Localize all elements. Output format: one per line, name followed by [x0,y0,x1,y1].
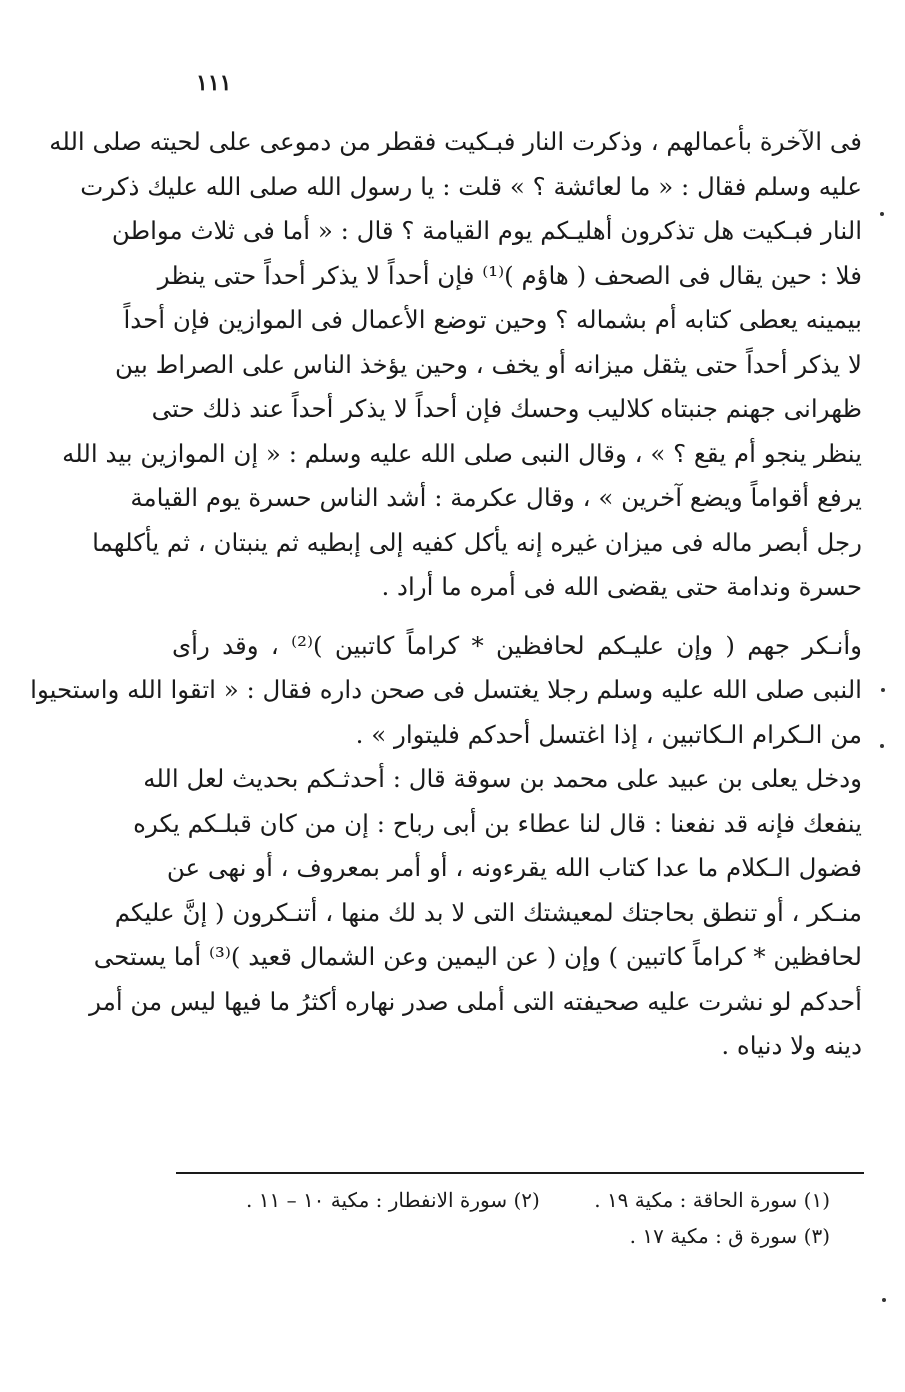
text-line: أحدكم لو نشرت عليه صحيفته التى أملى صدر نهاره أكثرُ ما فيها ليس من أمر [89,986,862,1016]
text-line: فلا : حين يقال فى الصحف ( هاؤم )⁽¹⁾ فإن أحداً لا يذكر أحداً حتى ينظر [157,260,862,290]
text-line: فضول الـكلام ما عدا كتاب الله يقرءونه ، أو أمر بمعروف ، أو نهى عن [166,853,862,882]
text-line: بيمينه يعطى كتابه أم بشماله ؟ وحين توضع الأعمال فى الموازين فإن أحداً [123,305,862,334]
text-line: من الـكرام الـكاتبين ، إذا اغتسل أحدكم فليتوار » . [355,719,862,749]
text-line: منـكر ، أو تنطق بحاجتك لمعيشتك التى لا بد لك منها ، أتنـكرون ( إنَّ عليكم [114,897,862,927]
margin-speck [882,1298,886,1302]
text-line: عليه وسلم فقال : « ما لعائشة ؟ » قلت : يا رسول الله صلى الله عليك ذكرت [80,171,862,201]
margin-speck [880,744,884,748]
margin-speck [881,688,885,692]
text-line: رجل أبصر ماله فى ميزان غيره إنه يأكل كفيه إلى إبطيه ثم ينبتان ، ثم يأكلهما [92,527,862,557]
footnote-divider [176,1172,864,1174]
body-text [30,120,862,1069]
paragraph-1 [49,120,862,610]
text-line: يرفع أقواماً ويضع آخرين » ، وقال عكرمة : أشد الناس حسرة يوم القيامة [130,483,862,512]
text-line: ينفعك فإنه قد نفعنا : قال لنا عطاء بن أبى رباح : إن من كان قبلـكم يكره [133,808,862,838]
text-line: لحافظين * كراماً كاتبين ) وإن ( عن اليمين وعن الشمال قعيد )⁽³⁾ أما يستحى [93,942,862,971]
text-line: النبى صلى الله عليه وسلم رجلا يغتسل فى صحن داره فقال : « اتقوا الله واستحيوا [30,675,862,704]
footnote-1: (١) سورة الحاقة : مكية ١٩ . [594,1188,830,1212]
text-line: فى الآخرة بأعمالهم ، وذكرت النار فبـكيت فقطر من دموعى على لحيته صلى الله [49,127,862,156]
text-line: لا يذكر أحداً حتى يثقل ميزانه أو يخف ، وحين يؤخذ الناس على الصراط بين [115,349,862,379]
page-number: ١١١ [196,70,232,96]
paragraph-3 [89,757,862,1069]
footnote-row [190,1182,830,1218]
footnote-3: (٣) سورة ق : مكية ١٧ . [629,1224,830,1248]
paragraph-2 [30,624,862,758]
text-line: النار فبـكيت هل تذكرون أهليـكم يوم القيامة ؟ قال : « أما فى ثلاث مواطن [111,216,862,245]
text-line: ودخل يعلى بن عبيد على محمد بن سوقة قال : أحدثـكم بحديث لعل الله [143,764,862,793]
text-line: دينه ولا دنياه . [721,1031,862,1060]
text-line: وأنـكر جهم ( وإن عليـكم لحافظين * كراماً كاتبين )⁽²⁾ ، وقد رأى [172,630,862,660]
text-line: حسرة وندامة حتى يقضى الله فى أمره ما أراد . [381,572,862,601]
footnote-2: (٢) سورة الانفطار : مكية ١٠ – ١١ . [246,1188,540,1212]
text-line: ينظر ينجو أم يقع ؟ » ، وقال النبى صلى الله عليه وسلم : « إن الموازين بيد الله [62,438,862,468]
text-line: ظهرانى جهنم جنبتاه كلاليب وحسك فإن أحداً لا يذكر أحداً عند ذلك حتى [151,394,862,423]
footnote-row [190,1218,830,1254]
footnotes [190,1182,830,1254]
margin-speck [880,212,884,216]
